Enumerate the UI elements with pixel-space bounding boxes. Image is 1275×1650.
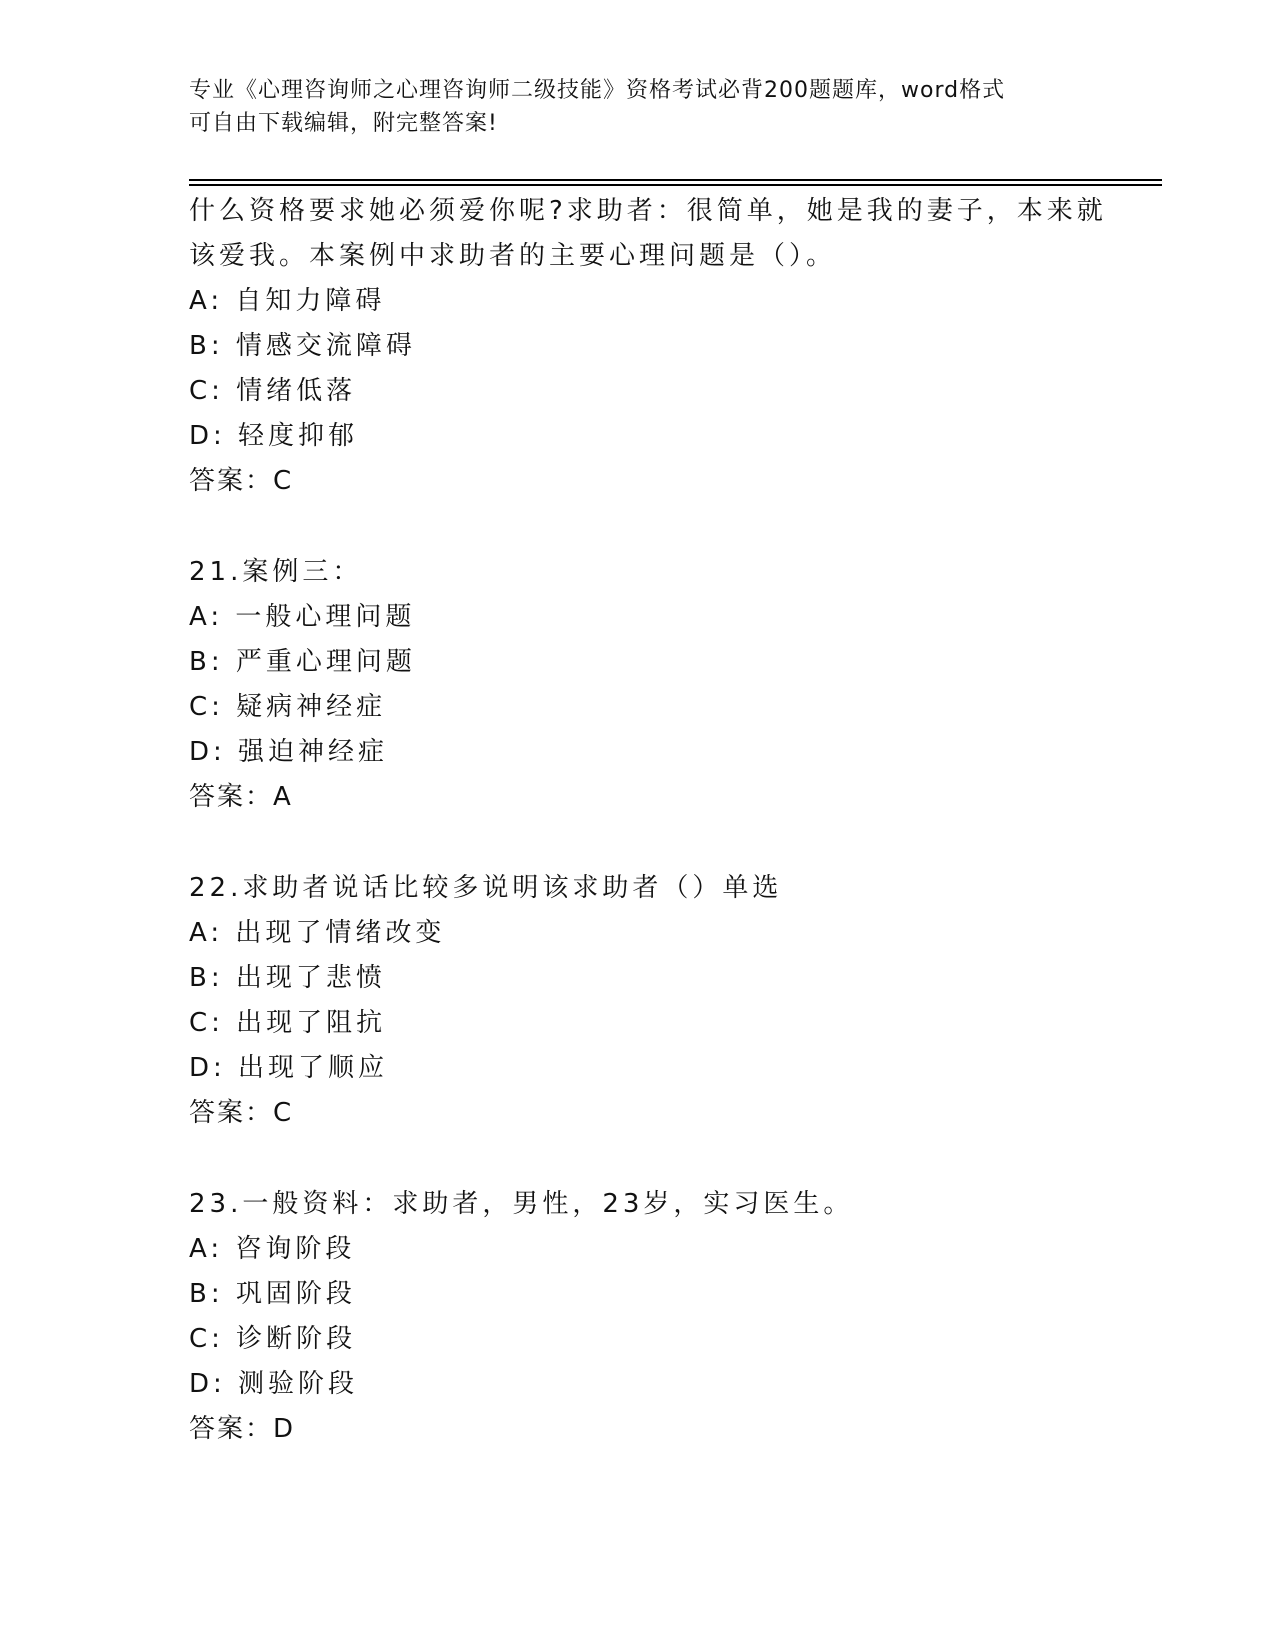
header-divider-bottom bbox=[189, 184, 1162, 186]
answer-line: 答案：A bbox=[189, 782, 293, 812]
question-stem: 22.求助者说话比较多说明该求助者（）单选 bbox=[189, 873, 783, 903]
option-d: D: 强迫神经症 bbox=[189, 737, 389, 767]
answer-line: 答案：C bbox=[189, 466, 294, 496]
question-block-22 bbox=[189, 866, 1109, 1136]
option-c: C: 诊断阶段 bbox=[189, 1324, 357, 1354]
intro-line-2: 该爱我。本案例中求助者的主要心理问题是（）。 bbox=[189, 241, 837, 271]
question-stem: 23.一般资料：求助者，男性，23岁，实习医生。 bbox=[189, 1189, 854, 1219]
option-d: D: 测验阶段 bbox=[189, 1369, 359, 1399]
answer-line: 答案：D bbox=[189, 1414, 296, 1444]
option-b: B: 情感交流障碍 bbox=[189, 331, 416, 361]
question-block-20 bbox=[189, 279, 1109, 504]
option-c: C: 情绪低落 bbox=[189, 376, 357, 406]
option-d: D: 轻度抑郁 bbox=[189, 421, 359, 451]
option-c: C: 出现了阻抗 bbox=[189, 1008, 387, 1038]
option-c: C: 疑病神经症 bbox=[189, 692, 387, 722]
header-divider-top bbox=[189, 179, 1162, 181]
question-intro bbox=[189, 189, 1109, 279]
option-d: D: 出现了顺应 bbox=[189, 1053, 389, 1083]
option-a: A: 自知力障碍 bbox=[189, 286, 386, 316]
option-b: B: 出现了悲愤 bbox=[189, 963, 386, 993]
header-line-1: 专业《心理咨询师之心理咨询师二级技能》资格考试必背200题题库，word格式 bbox=[189, 78, 1006, 103]
option-a: A: 咨询阶段 bbox=[189, 1234, 356, 1264]
document-body bbox=[189, 189, 1109, 1452]
question-block-23 bbox=[189, 1182, 1109, 1452]
header-line-2: 可自由下载编辑，附完整答案! bbox=[189, 111, 498, 136]
question-stem: 21.案例三： bbox=[189, 557, 363, 587]
option-a: A: 出现了情绪改变 bbox=[189, 918, 446, 948]
document-header bbox=[189, 74, 1089, 140]
answer-line: 答案：C bbox=[189, 1098, 294, 1128]
option-b: B: 严重心理问题 bbox=[189, 647, 416, 677]
intro-line-1: 什么资格要求她必须爱你呢?求助者：很简单，她是我的妻子，本来就 bbox=[189, 196, 1107, 226]
question-block-21 bbox=[189, 550, 1109, 820]
option-b: B: 巩固阶段 bbox=[189, 1279, 356, 1309]
option-a: A: 一般心理问题 bbox=[189, 602, 416, 632]
